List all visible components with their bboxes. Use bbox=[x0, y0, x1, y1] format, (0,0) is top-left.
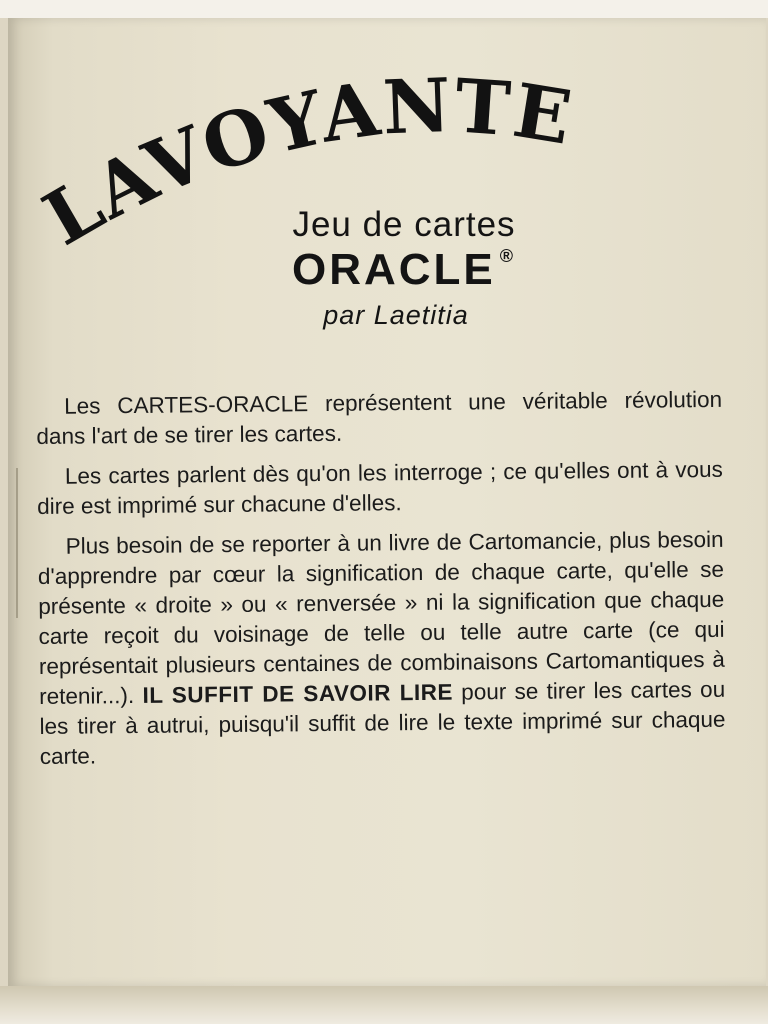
paragraph-2: Les cartes parlent dès qu'on les interroge ; ce qu'elles ont à vous dire est imprimé sur chacune d'elles. bbox=[37, 456, 723, 519]
body-text bbox=[36, 385, 726, 782]
page-fold bbox=[16, 468, 28, 618]
author: par Laetitia bbox=[323, 300, 469, 330]
product-text: ORACLE bbox=[291, 245, 496, 294]
emphasis-text: IL SUFFIT DE SAVOIR LIRE bbox=[142, 679, 454, 708]
subtitle: Jeu de cartes bbox=[292, 205, 516, 244]
paragraph-1: Les CARTES-ORACLE représentent une véritable révolution dans l'art de se tirer les cartes. bbox=[36, 386, 723, 449]
title-text: LAVOYANTE bbox=[30, 62, 579, 263]
paragraph-3-end: pour se tirer les cartes ou les tirer à autrui, puisqu'il suffit de lire le texte imprimé sur chaque carte. bbox=[39, 676, 726, 769]
registered-mark: ® bbox=[499, 246, 517, 266]
page-bottom-edge bbox=[0, 986, 768, 1024]
paragraph-3-text: Plus besoin de se reporter à un livre de Cartomancie, plus besoin d'apprendre par cœur la signification de chaque carte, qu'elle se présente « droite » ou « renversée » ni la signification que chaque carte reçoit du voisinage de telle ou telle autre carte (ce qui représentait plusieurs centaines de combinaisons Cartomantiques à retenir...). bbox=[37, 526, 725, 709]
paragraph-3 bbox=[37, 525, 725, 772]
product-name bbox=[0, 245, 768, 295]
